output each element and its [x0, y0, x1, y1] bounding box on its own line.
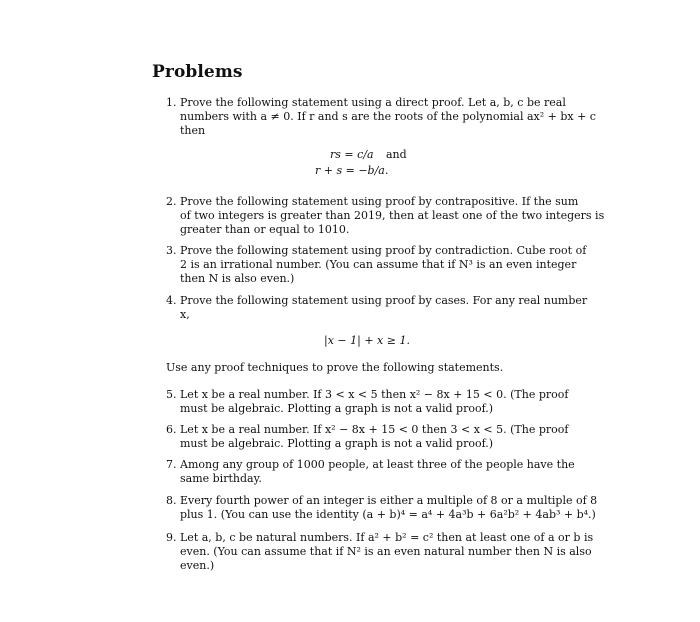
- problem-number: 5.: [166, 388, 177, 401]
- problem-text-line: numbers with a ≠ 0. If r and s are the roots of the polynomial ax² + bx + c: [180, 110, 596, 123]
- problem-text-line: Prove the following statement using a direct proof. Let a, b, c be real: [180, 96, 566, 109]
- problem-6: [166, 423, 569, 451]
- problem-4: [166, 294, 588, 322]
- equation-sum-text: r + s = −b/a.: [315, 164, 389, 177]
- intro-text: Use any proof techniques to prove the following statements.: [166, 361, 504, 374]
- problem-2: [166, 195, 605, 237]
- problem-text-line: Let x be a real number. If x² − 8x + 15 < 0 then 3 < x < 5. (The proof: [180, 423, 569, 436]
- problem-5: [166, 388, 569, 416]
- problem-text-line: even. (You can assume that if N² is an even natural number then N is also: [180, 545, 592, 558]
- problem-text-line: then N is also even.): [180, 272, 295, 285]
- problem-text-line: greater than or equal to 1010.: [180, 223, 350, 236]
- equation-abs: [324, 334, 410, 347]
- problem-text-line: even.): [180, 559, 215, 572]
- problem-number: 9.: [166, 531, 177, 544]
- problem-text-line: must be algebraic. Plotting a graph is not a valid proof.): [180, 402, 494, 415]
- problem-1: [166, 96, 596, 138]
- problem-7: [166, 458, 575, 486]
- problem-text-line: Prove the following statement using proof by contradiction. Cube root of: [180, 244, 587, 257]
- problem-number: 4.: [166, 294, 177, 307]
- problem-text-line: Prove the following statement using proof by contrapositive. If the sum: [180, 195, 579, 208]
- equation-abs-text: |x − 1| + x ≥ 1.: [324, 334, 410, 347]
- section-title: Problems: [152, 62, 243, 82]
- problem-number: 2.: [166, 195, 177, 208]
- problem-text-line: Every fourth power of an integer is either a multiple of 8 or a multiple of 8: [180, 494, 598, 507]
- problem-number: 6.: [166, 423, 177, 436]
- problem-text-line: then: [180, 124, 206, 137]
- problem-text-line: Prove the following statement using proof by cases. For any real number: [180, 294, 588, 307]
- equation-product-text: rs = c/a: [330, 148, 374, 161]
- problem-8: [166, 494, 598, 522]
- problem-text-line: x,: [180, 308, 190, 321]
- problem-text-line: plus 1. (You can use the identity (a + b)⁴ = a⁴ + 4a³b + 6a²b² + 4ab³ + b⁴.): [180, 508, 596, 521]
- problem-number: 8.: [166, 494, 177, 507]
- problem-9: [166, 531, 594, 573]
- problem-number: 1.: [166, 96, 177, 109]
- problem-text-line: Among any group of 1000 people, at least three of the people have the: [180, 458, 575, 471]
- problem-text-line: Let x be a real number. If 3 < x < 5 then x² − 8x + 15 < 0. (The proof: [180, 388, 569, 401]
- problem-text-line: of two integers is greater than 2019, then at least one of the two integers is: [180, 209, 605, 222]
- problem-number: 3.: [166, 244, 177, 257]
- problem-text-line: 2 is an irrational number. (You can assume that if N³ is an even integer: [180, 258, 577, 271]
- equation-and-text: and: [386, 148, 407, 161]
- problem-number: 7.: [166, 458, 177, 471]
- problem-text-line: must be algebraic. Plotting a graph is not a valid proof.): [180, 437, 494, 450]
- problem-text-line: same birthday.: [180, 472, 262, 485]
- problem-text-line: Let a, b, c be natural numbers. If a² + b² = c² then at least one of a or b is: [180, 531, 594, 544]
- equation-and: [386, 148, 407, 161]
- problem-3: [166, 244, 587, 286]
- equation-sum: [315, 164, 388, 177]
- equation-product: [330, 148, 374, 161]
